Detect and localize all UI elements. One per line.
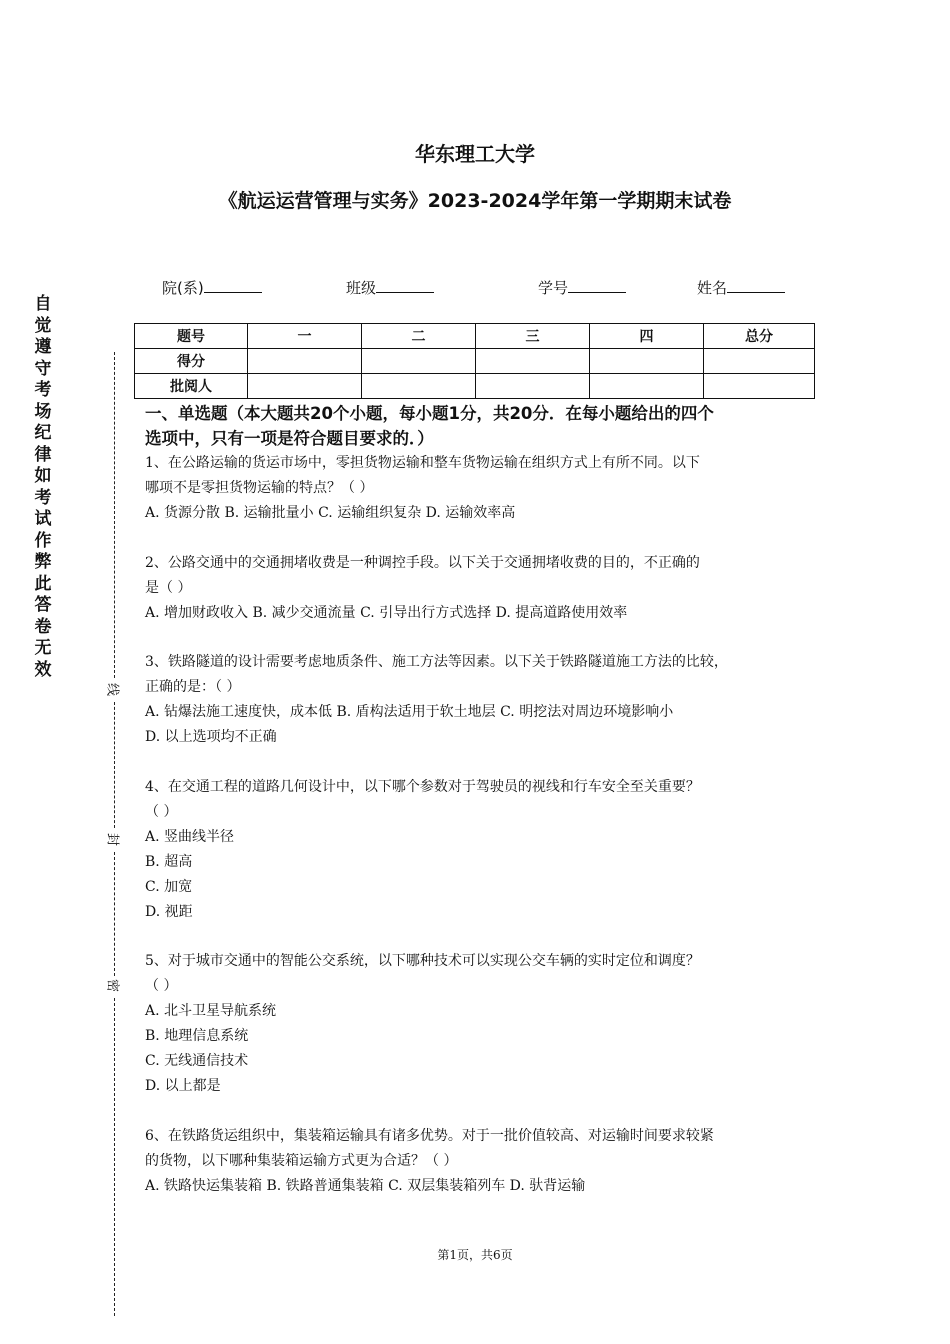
binding-line-lower-mid <box>114 852 115 976</box>
question-option: D. 视距 <box>145 904 193 920</box>
side-warning-char: 如 <box>34 466 52 486</box>
score-cell[interactable] <box>248 349 362 374</box>
grader-cell[interactable] <box>590 374 704 399</box>
question-line: （ ） <box>145 804 178 820</box>
question-6 <box>145 1124 817 1199</box>
score-table-cell: 四 <box>590 324 704 349</box>
side-warning-char: 效 <box>34 659 52 680</box>
score-table-cell: 总分 <box>704 324 815 349</box>
question-line: （ ） <box>145 978 178 994</box>
side-warning-char: 场 <box>34 401 52 422</box>
student-id-field <box>538 276 626 298</box>
side-warning-char: 自 <box>34 294 52 314</box>
side-warning-char: 答 <box>34 595 52 615</box>
question-1 <box>145 451 817 526</box>
score-table <box>134 323 815 399</box>
side-warning-char: 考 <box>34 380 52 400</box>
score-table-row-label: 得分 <box>135 349 248 374</box>
question-option: D. 以上都是 <box>145 1078 221 1094</box>
side-warning-char: 纪 <box>34 423 52 443</box>
question-line: 1、在公路运输的货运市场中，零担货物运输和整车货物运输在组织方式上有所不同。以下 <box>145 455 700 471</box>
score-cell[interactable] <box>362 349 476 374</box>
section-title <box>145 401 815 451</box>
class-label: 班级 <box>346 279 377 297</box>
side-warning-char: 作 <box>34 530 52 551</box>
page-number: 第1页，共6页 <box>437 1248 513 1262</box>
side-warning-char: 觉 <box>34 315 52 336</box>
score-table-cell: 二 <box>362 324 476 349</box>
section-title-line: 选项中，只有一项是符合题目要求的．） <box>145 429 434 448</box>
department-label: 院(系) <box>162 279 204 297</box>
question-option: A. 北斗卫星导航系统 <box>145 1003 277 1019</box>
score-table-grader-row <box>135 374 815 399</box>
question-3 <box>145 650 817 750</box>
score-table-header-row <box>135 324 815 349</box>
exam-title: 《航运运营管理与实务》2023-2024学年第一学期期末试卷 <box>218 190 732 212</box>
department-blank[interactable] <box>204 276 262 293</box>
question-option: B. 地理信息系统 <box>145 1028 249 1044</box>
question-options: A. 钻爆法施工速度快，成本低 B. 盾构法适用于软土地层 C. 明挖法对周边环境影响小 <box>145 704 674 720</box>
side-warning-char: 无 <box>34 638 52 658</box>
question-option: B. 超高 <box>145 854 193 870</box>
question-4 <box>145 775 817 925</box>
question-line: 5、对于城市交通中的智能公交系统，以下哪种技术可以实现公交车辆的实时定位和调度？ <box>145 953 700 969</box>
question-2 <box>145 551 817 626</box>
question-line: 是（ ） <box>145 580 192 596</box>
student-id-label: 学号 <box>538 279 569 297</box>
name-label: 姓名 <box>697 279 728 297</box>
score-table-cell: 一 <box>248 324 362 349</box>
binding-mark-line: 线 <box>104 682 120 696</box>
question-option: C. 加宽 <box>145 879 193 895</box>
question-line: 4、在交通工程的道路几何设计中，以下哪个参数对于驾驶员的视线和行车安全至关重要？ <box>145 779 700 795</box>
score-cell[interactable] <box>476 349 590 374</box>
name-blank[interactable] <box>727 276 785 293</box>
question-line: 的货物，以下哪种集装箱运输方式更为合适？（ ） <box>145 1153 458 1169</box>
score-cell[interactable] <box>590 349 704 374</box>
score-table-cell: 三 <box>476 324 590 349</box>
question-5 <box>145 949 817 1099</box>
side-warning-char: 卷 <box>34 616 52 637</box>
name-field <box>697 276 785 298</box>
side-warning-char: 律 <box>34 444 52 465</box>
binding-line-bottom <box>114 998 115 1316</box>
question-options: D. 以上选项均不正确 <box>145 729 277 745</box>
grader-cell[interactable] <box>476 374 590 399</box>
department-field <box>162 276 262 298</box>
class-field <box>346 276 434 298</box>
side-warning-char: 考 <box>34 487 52 508</box>
school-name: 华东理工大学 <box>415 142 535 166</box>
binding-mark-seal: 封 <box>104 832 120 846</box>
question-options: A. 增加财政收入 B. 减少交通流量 C. 引导出行方式选择 D. 提高道路使用效率 <box>145 605 628 621</box>
question-option: A. 竖曲线半径 <box>145 829 235 845</box>
score-cell[interactable] <box>704 349 815 374</box>
side-warning-char: 遵 <box>34 337 52 357</box>
grader-cell[interactable] <box>248 374 362 399</box>
score-table-row-label: 批阅人 <box>135 374 248 399</box>
section-title-line: 一、单选题（本大题共20个小题，每小题1分，共20分．在每小题给出的四个 <box>145 404 714 423</box>
side-warning-char: 弊 <box>34 552 52 572</box>
side-warning-char: 守 <box>34 358 52 379</box>
class-blank[interactable] <box>376 276 434 293</box>
score-table-score-row <box>135 349 815 374</box>
student-id-blank[interactable] <box>568 276 626 293</box>
side-warning-char: 此 <box>34 573 52 594</box>
grader-cell[interactable] <box>704 374 815 399</box>
side-warning <box>32 294 54 681</box>
binding-line-upper-mid <box>114 702 115 828</box>
question-options: A. 货源分散 B. 运输批量小 C. 运输组织复杂 D. 运输效率高 <box>145 505 516 521</box>
question-option: C. 无线通信技术 <box>145 1053 249 1069</box>
grader-cell[interactable] <box>362 374 476 399</box>
binding-line-top <box>114 352 115 678</box>
side-warning-char: 试 <box>34 509 52 529</box>
question-line: 6、在铁路货运组织中，集装箱运输具有诸多优势。对于一批价值较高、对运输时间要求较紧 <box>145 1128 714 1144</box>
question-line: 正确的是：（ ） <box>145 679 241 695</box>
score-table-cell: 题号 <box>135 324 248 349</box>
question-line: 2、公路交通中的交通拥堵收费是一种调控手段。以下关于交通拥堵收费的目的，不正确的 <box>145 555 700 571</box>
question-options: A. 铁路快运集装箱 B. 铁路普通集装箱 C. 双层集装箱列车 D. 驮背运输 <box>145 1178 586 1194</box>
question-line: 哪项不是零担货物运输的特点？（ ） <box>145 480 374 496</box>
binding-mark-secret: 密 <box>104 978 120 992</box>
question-line: 3、铁路隧道的设计需要考虑地质条件、施工方法等因素。以下关于铁路隧道施工方法的比较， <box>145 654 728 670</box>
